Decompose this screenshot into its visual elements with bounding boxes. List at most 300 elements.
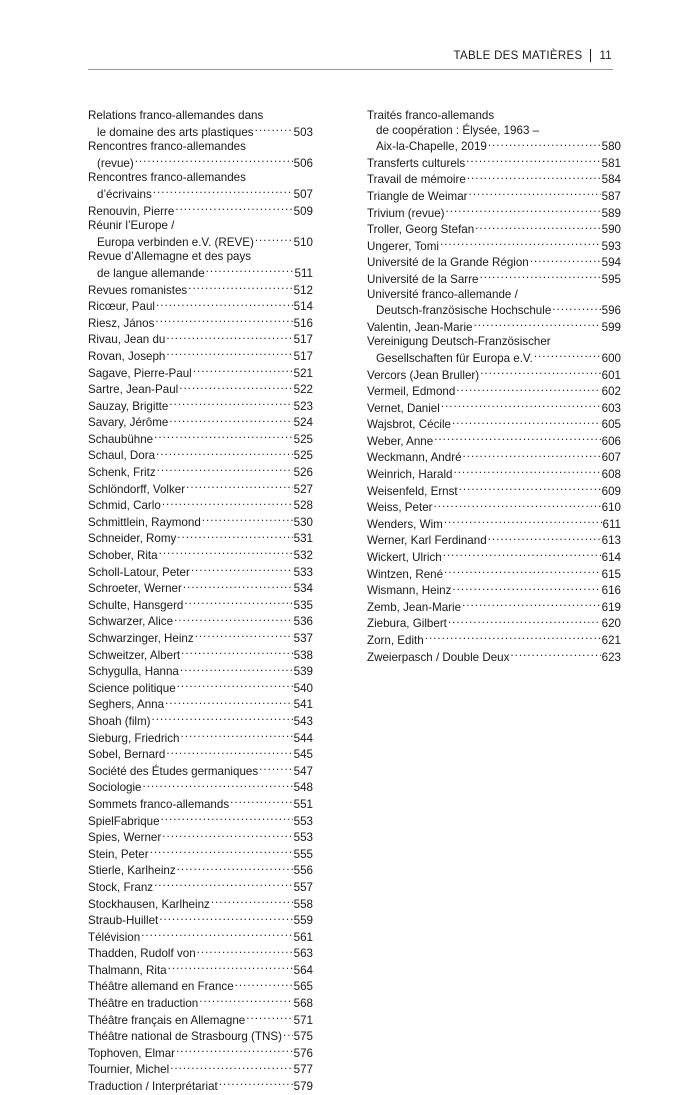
toc-entry bbox=[367, 205, 621, 222]
entry-title: Schwarzinger, Heinz bbox=[88, 632, 194, 645]
entry-page-number: 535 bbox=[293, 598, 313, 612]
entry-continuation-line bbox=[88, 265, 313, 282]
dot-leader bbox=[530, 254, 601, 266]
toc-entry bbox=[88, 846, 313, 863]
toc-entry bbox=[88, 331, 313, 348]
dot-leader bbox=[469, 188, 601, 200]
entry-title: Europa verbinden e.V. (REVE) bbox=[97, 235, 254, 249]
entry-title: Société des Études germaniques bbox=[88, 764, 259, 778]
entry-line bbox=[88, 464, 313, 481]
entry-title: SpielFabrique bbox=[88, 814, 160, 828]
entry-page-number: 534 bbox=[293, 582, 313, 596]
entry-title: Sartre, Jean-Paul bbox=[88, 383, 179, 397]
entry-line bbox=[88, 348, 313, 365]
entry-page-number: 531 bbox=[293, 532, 313, 546]
entry-line bbox=[88, 564, 313, 581]
entry-title: Schaul, Dora bbox=[88, 449, 156, 463]
entry-line bbox=[88, 945, 313, 962]
entry-page-number: 503 bbox=[293, 125, 313, 139]
entry-title: Schober, Rita bbox=[88, 549, 158, 563]
dot-leader bbox=[154, 431, 293, 443]
entry-title: Tournier, Michel bbox=[88, 1063, 170, 1077]
dot-leader bbox=[175, 203, 292, 215]
dot-leader bbox=[169, 414, 292, 426]
toc-entry bbox=[367, 516, 621, 533]
dot-leader bbox=[156, 447, 293, 459]
dot-leader bbox=[174, 613, 293, 625]
toc-entry bbox=[88, 647, 313, 664]
entry-line bbox=[88, 315, 313, 332]
entry-line bbox=[367, 566, 621, 583]
entry-title: Thalmann, Rita bbox=[88, 963, 167, 977]
toc-entry bbox=[367, 271, 621, 288]
entry-title: Schmittlein, Raymond bbox=[88, 515, 201, 529]
entry-page-number: 558 bbox=[293, 897, 313, 911]
entry-title: Vermeil, Edmond bbox=[367, 385, 456, 399]
entry-line bbox=[88, 630, 313, 647]
entry-title: Science politique bbox=[88, 681, 176, 695]
page-number: 11 bbox=[599, 49, 612, 62]
dot-leader bbox=[152, 713, 293, 725]
entry-continuation-line bbox=[367, 350, 621, 367]
toc-entry bbox=[88, 912, 313, 929]
toc-entry bbox=[88, 447, 313, 464]
dot-leader bbox=[162, 497, 293, 509]
entry-line bbox=[88, 219, 313, 234]
entry-page-number: 623 bbox=[601, 650, 621, 664]
entry-page-number: 603 bbox=[601, 401, 621, 415]
entry-line bbox=[88, 1061, 313, 1078]
entry-page-number: 606 bbox=[601, 434, 621, 448]
toc-entry bbox=[88, 896, 313, 913]
toc-entry bbox=[367, 615, 621, 632]
entry-line bbox=[88, 331, 313, 348]
entry-page-number: 524 bbox=[293, 416, 313, 430]
toc-entry bbox=[367, 416, 621, 433]
dot-leader bbox=[154, 879, 293, 891]
dot-leader bbox=[246, 1012, 292, 1024]
toc-entry bbox=[88, 547, 313, 564]
entry-title: Schaubühne bbox=[88, 432, 154, 446]
entry-page-number: 557 bbox=[293, 880, 313, 894]
dot-leader bbox=[143, 779, 293, 791]
entry-page-number: 595 bbox=[601, 272, 621, 286]
entry-continuation-line bbox=[88, 124, 313, 141]
dot-leader bbox=[135, 155, 293, 167]
entry-line bbox=[367, 171, 621, 188]
entry-title: Aix-la-Chapelle, 2019 bbox=[376, 140, 487, 154]
entry-title: Wenders, Wim bbox=[367, 517, 443, 531]
entry-page-number: 615 bbox=[601, 567, 621, 581]
entry-title: Théâtre français en Allemagne bbox=[88, 1013, 246, 1027]
entry-title: Wintzen, René bbox=[367, 567, 444, 581]
entry-title: Vereinigung Deutsch-Französischer bbox=[367, 335, 551, 349]
entry-title: Schroeter, Werner bbox=[88, 582, 182, 596]
entry-line bbox=[367, 466, 621, 483]
entry-continuation-line bbox=[88, 186, 313, 203]
toc-entry bbox=[367, 221, 621, 238]
entry-line bbox=[367, 188, 621, 205]
dot-leader bbox=[475, 221, 600, 233]
dot-leader bbox=[156, 298, 293, 310]
entry-line bbox=[367, 449, 621, 466]
toc-entry bbox=[88, 779, 313, 796]
entry-title: Weinrich, Harald bbox=[367, 468, 453, 482]
dot-leader bbox=[255, 124, 293, 136]
toc-entry bbox=[88, 530, 313, 547]
entry-title: Théâtre en traduction bbox=[88, 997, 199, 1011]
entry-line bbox=[367, 254, 621, 271]
toc-entry bbox=[367, 155, 621, 172]
entry-page-number: 533 bbox=[293, 565, 313, 579]
toc-entry bbox=[367, 566, 621, 583]
dot-leader bbox=[459, 483, 601, 495]
running-title: TABLE DES MATIÈRES bbox=[453, 49, 583, 62]
index-column-left bbox=[88, 109, 313, 1095]
entry-page-number: 620 bbox=[601, 617, 621, 631]
entry-page-number: 571 bbox=[293, 1013, 313, 1027]
dot-leader bbox=[448, 615, 601, 627]
entry-page-number: 568 bbox=[293, 997, 313, 1011]
entry-page-number: 532 bbox=[293, 549, 313, 563]
entry-title: Rencontres franco-allemandes bbox=[88, 171, 246, 185]
dot-leader bbox=[170, 1061, 292, 1073]
toc-entry bbox=[88, 514, 313, 531]
entry-line bbox=[88, 730, 313, 747]
entry-title: Sauzay, Brigitte bbox=[88, 399, 169, 413]
dot-leader bbox=[552, 302, 600, 314]
entry-title: Gesellschaften für Europa e.V. bbox=[376, 351, 533, 365]
entry-page-number: 611 bbox=[602, 517, 621, 531]
entry-page-number: 506 bbox=[293, 156, 313, 170]
dot-leader bbox=[184, 597, 292, 609]
toc-entry bbox=[367, 499, 621, 516]
entry-title: Théâtre allemand en France bbox=[88, 980, 234, 994]
entry-line bbox=[88, 282, 313, 299]
entry-line bbox=[367, 649, 621, 666]
entry-page-number: 525 bbox=[293, 449, 313, 463]
entry-page-number: 530 bbox=[293, 515, 313, 529]
dot-leader bbox=[446, 205, 601, 217]
entry-page-number: 561 bbox=[293, 930, 313, 944]
entry-title: Stein, Peter bbox=[88, 847, 149, 861]
dot-leader bbox=[191, 564, 293, 576]
entry-page-number: 522 bbox=[293, 383, 313, 397]
entry-page-number: 593 bbox=[601, 239, 621, 253]
entry-line bbox=[88, 1012, 313, 1029]
entry-page-number: 555 bbox=[293, 847, 313, 861]
entry-title: Rovan, Joseph bbox=[88, 349, 166, 363]
dot-leader bbox=[193, 365, 293, 377]
entry-title: Sieburg, Friedrich bbox=[88, 731, 180, 745]
entry-title: le domaine des arts plastiques bbox=[97, 125, 254, 139]
toc-entry bbox=[88, 564, 313, 581]
entry-line bbox=[367, 516, 621, 533]
toc-entry bbox=[88, 663, 313, 680]
entry-page-number: 509 bbox=[293, 204, 313, 218]
dot-leader bbox=[466, 155, 601, 167]
entry-page-number: 551 bbox=[293, 797, 313, 811]
toc-entry bbox=[367, 400, 621, 417]
toc-entry bbox=[88, 829, 313, 846]
entry-title: Sommets franco-allemands bbox=[88, 797, 230, 811]
toc-entry bbox=[88, 219, 313, 250]
dot-leader bbox=[181, 730, 293, 742]
toc-entry bbox=[88, 365, 313, 382]
dot-leader bbox=[452, 416, 601, 428]
entry-page-number: 605 bbox=[601, 418, 621, 432]
toc-entry bbox=[367, 582, 621, 599]
entry-title: Université de la Grande Région bbox=[367, 256, 529, 270]
entry-title: Vercors (Jean Bruller) bbox=[367, 368, 480, 382]
entry-line bbox=[88, 298, 313, 315]
entry-title: Valentin, Jean-Marie bbox=[367, 320, 473, 334]
toc-entry bbox=[367, 171, 621, 188]
toc-entry bbox=[367, 632, 621, 649]
entry-line bbox=[367, 238, 621, 255]
entry-page-number: 538 bbox=[293, 648, 313, 662]
entry-page-number: 516 bbox=[293, 316, 313, 330]
entry-page-number: 553 bbox=[293, 831, 313, 845]
toc-entry bbox=[367, 188, 621, 205]
entry-page-number: 527 bbox=[293, 482, 313, 496]
entry-line bbox=[367, 155, 621, 172]
toc-entry bbox=[367, 532, 621, 549]
entry-line bbox=[88, 414, 313, 431]
entry-title: Transferts culturels bbox=[367, 156, 466, 170]
entry-line bbox=[88, 796, 313, 813]
entry-title: Rivau, Jean du bbox=[88, 333, 166, 347]
dot-leader bbox=[168, 962, 293, 974]
entry-page-number: 608 bbox=[601, 468, 621, 482]
entry-page-number: 576 bbox=[293, 1046, 313, 1060]
entry-line bbox=[367, 599, 621, 616]
entry-page-number: 525 bbox=[293, 432, 313, 446]
entry-line bbox=[367, 615, 621, 632]
entry-page-number: 599 bbox=[601, 320, 621, 334]
entry-line bbox=[367, 109, 621, 124]
entry-line bbox=[88, 647, 313, 664]
entry-page-number: 526 bbox=[293, 466, 313, 480]
dot-leader bbox=[165, 696, 293, 708]
toc-entry bbox=[367, 466, 621, 483]
dot-leader bbox=[434, 433, 600, 445]
dot-leader bbox=[473, 319, 600, 331]
dot-leader bbox=[150, 846, 293, 858]
header-rule bbox=[88, 69, 613, 70]
toc-entry bbox=[88, 109, 313, 140]
entry-line bbox=[367, 335, 621, 350]
dot-leader bbox=[188, 282, 292, 294]
entry-title: Tophoven, Elmar bbox=[88, 1046, 175, 1060]
header-divider bbox=[590, 49, 591, 62]
dot-leader bbox=[283, 1028, 293, 1040]
entry-title: Stockhausen, Karlheinz bbox=[88, 897, 210, 911]
toc-entry bbox=[88, 398, 313, 415]
entry-title: Seghers, Anna bbox=[88, 698, 165, 712]
entry-line bbox=[88, 746, 313, 763]
entry-continuation-line bbox=[367, 302, 621, 319]
entry-line bbox=[88, 962, 313, 979]
entry-line bbox=[88, 497, 313, 514]
toc-entry bbox=[367, 335, 621, 366]
entry-line bbox=[367, 288, 621, 303]
entry-line bbox=[367, 367, 621, 384]
entry-page-number: 559 bbox=[293, 914, 313, 928]
dot-leader bbox=[425, 632, 601, 644]
entry-line bbox=[88, 696, 313, 713]
toc-entry bbox=[88, 1061, 313, 1078]
entry-continuation-line bbox=[367, 138, 621, 155]
entry-page-number: 553 bbox=[293, 814, 313, 828]
dot-leader bbox=[197, 945, 293, 957]
entry-page-number: 543 bbox=[293, 714, 313, 728]
toc-entry bbox=[88, 630, 313, 647]
entry-line bbox=[88, 862, 313, 879]
entry-page-number: 584 bbox=[601, 173, 621, 187]
entry-line bbox=[88, 1078, 313, 1095]
entry-line bbox=[88, 680, 313, 697]
entry-title: Sobel, Bernard bbox=[88, 748, 166, 762]
dot-leader bbox=[467, 171, 601, 183]
entry-title: Riesz, János bbox=[88, 316, 155, 330]
entry-title: Schmid, Carlo bbox=[88, 499, 161, 513]
entry-title: (revue) bbox=[97, 156, 134, 170]
dot-leader bbox=[166, 348, 292, 360]
toc-entry bbox=[367, 367, 621, 384]
dot-leader bbox=[195, 630, 293, 642]
dot-leader bbox=[155, 315, 292, 327]
toc-entry bbox=[88, 746, 313, 763]
dot-leader bbox=[259, 763, 293, 775]
dot-leader bbox=[444, 516, 602, 528]
toc-entry bbox=[88, 1078, 313, 1095]
toc-entry bbox=[88, 763, 313, 780]
entry-title: Traités franco-allemands bbox=[367, 109, 495, 122]
toc-entry bbox=[88, 613, 313, 630]
entry-page-number: 536 bbox=[293, 615, 313, 629]
dot-leader bbox=[179, 381, 292, 393]
dot-leader bbox=[153, 186, 293, 198]
dot-leader bbox=[479, 271, 600, 283]
entry-page-number: 590 bbox=[601, 223, 621, 237]
toc-entry bbox=[88, 348, 313, 365]
toc-entry bbox=[88, 431, 313, 448]
entry-line bbox=[88, 929, 313, 946]
entry-page-number: 581 bbox=[601, 156, 621, 170]
toc-entry bbox=[88, 929, 313, 946]
entry-line bbox=[367, 483, 621, 500]
toc-entry bbox=[88, 696, 313, 713]
entry-title: d’écrivains bbox=[97, 187, 152, 201]
entry-page-number: 512 bbox=[293, 283, 313, 297]
dot-leader bbox=[510, 649, 600, 661]
toc-entry bbox=[88, 713, 313, 730]
index-column-right bbox=[367, 109, 621, 665]
entry-title: Zweierpasch / Double Deux bbox=[367, 650, 510, 664]
entry-page-number: 610 bbox=[601, 501, 621, 515]
toc-entry bbox=[367, 449, 621, 466]
entry-line bbox=[88, 431, 313, 448]
entry-title: Télévision bbox=[88, 930, 141, 944]
entry-title: Thadden, Rudolf von bbox=[88, 947, 196, 961]
entry-title: Schulte, Hansgerd bbox=[88, 598, 184, 612]
dot-leader bbox=[488, 138, 601, 150]
toc-entry bbox=[367, 483, 621, 500]
entry-page-number: 539 bbox=[293, 665, 313, 679]
dot-leader bbox=[177, 680, 293, 692]
entry-line bbox=[367, 383, 621, 400]
entry-title: Revue d’Allemagne et des pays bbox=[88, 250, 252, 264]
toc-entry bbox=[88, 978, 313, 995]
toc-entry bbox=[88, 497, 313, 514]
entry-line bbox=[88, 846, 313, 863]
entry-title: Werner, Karl Ferdinand bbox=[367, 534, 487, 548]
entry-title: Stock, Franz bbox=[88, 880, 154, 894]
entry-page-number: 541 bbox=[293, 698, 313, 712]
entry-page-number: 601 bbox=[601, 368, 621, 382]
dot-leader bbox=[186, 481, 293, 493]
dot-leader bbox=[462, 599, 601, 611]
entry-page-number: 589 bbox=[601, 206, 621, 220]
dot-leader bbox=[180, 663, 293, 675]
entry-title: Ungerer, Tomi bbox=[367, 239, 439, 253]
toc-entry bbox=[88, 381, 313, 398]
entry-title: Réunir l’Europe / bbox=[88, 219, 175, 233]
entry-continuation-line bbox=[88, 155, 313, 172]
entry-line bbox=[88, 481, 313, 498]
dot-leader bbox=[177, 530, 292, 542]
toc-entry bbox=[88, 282, 313, 299]
dot-leader bbox=[177, 862, 293, 874]
entry-title: Université de la Sarre bbox=[367, 272, 479, 286]
dot-leader bbox=[199, 995, 292, 1007]
entry-title: Weiss, Peter bbox=[367, 501, 433, 515]
entry-line bbox=[367, 632, 621, 649]
entry-line bbox=[367, 205, 621, 222]
toc-entry bbox=[88, 171, 313, 202]
entry-page-number: 614 bbox=[601, 551, 621, 565]
dot-leader bbox=[176, 1045, 293, 1057]
entry-line bbox=[88, 381, 313, 398]
entry-page-number: 507 bbox=[293, 187, 313, 201]
entry-line bbox=[367, 549, 621, 566]
entry-line bbox=[88, 1045, 313, 1062]
entry-line bbox=[367, 499, 621, 516]
dot-leader bbox=[159, 912, 292, 924]
toc-entry bbox=[88, 298, 313, 315]
dot-leader bbox=[169, 398, 292, 410]
dot-leader bbox=[230, 796, 293, 808]
toc-entry bbox=[367, 238, 621, 255]
entry-line bbox=[88, 1028, 313, 1045]
dot-leader bbox=[453, 466, 600, 478]
toc-entry bbox=[88, 796, 313, 813]
toc-entry bbox=[88, 414, 313, 431]
entry-title: Schlöndorff, Volker bbox=[88, 482, 186, 496]
entry-line bbox=[88, 763, 313, 780]
entry-line bbox=[88, 547, 313, 564]
dot-leader bbox=[219, 1078, 293, 1090]
entry-title: Triangle de Weimar bbox=[367, 189, 468, 203]
entry-page-number: 563 bbox=[293, 947, 313, 961]
entry-line bbox=[88, 447, 313, 464]
dot-leader bbox=[211, 896, 293, 908]
entry-line bbox=[88, 171, 313, 186]
entry-line bbox=[88, 879, 313, 896]
entry-title: Relations franco-allemandes dans bbox=[88, 109, 264, 122]
dot-leader bbox=[444, 566, 601, 578]
